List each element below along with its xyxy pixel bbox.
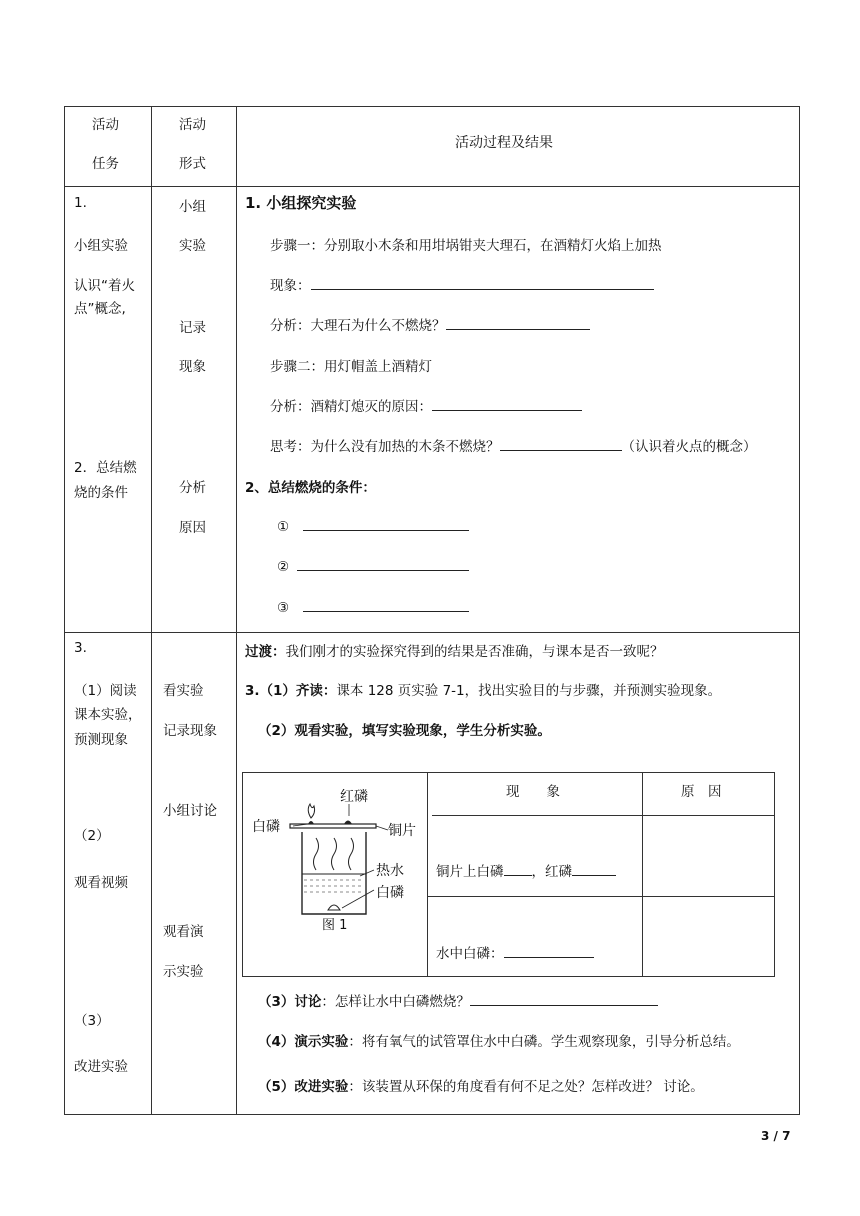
condition-1-marker: ①	[277, 519, 290, 535]
p3-label: 讨论	[294, 994, 322, 1010]
exp-table-mid-line	[427, 896, 775, 897]
condition-3-marker: ③	[277, 600, 290, 616]
analysis1-line	[270, 314, 590, 334]
row2-form-5: 示实验	[163, 964, 204, 980]
p4-prefix: （4）	[258, 1034, 295, 1050]
think-line	[270, 435, 757, 455]
header-form-line2: 形式	[179, 156, 206, 172]
row2-task-p2b: 观看视频	[74, 875, 128, 891]
row2-form-1: 看实验	[163, 683, 204, 699]
row2-task-p2a: （2）	[74, 828, 110, 844]
phenomenon-blank[interactable]	[311, 275, 654, 290]
analysis2-text: 分析：酒精灯熄灭的原因：	[270, 399, 432, 415]
exp-cell-water-text: 水中白磷：	[436, 946, 504, 962]
figure-caption: 图 1	[322, 918, 348, 933]
analysis2-blank[interactable]	[432, 396, 582, 411]
page-number: 3 / 7	[761, 1129, 791, 1143]
analysis1-blank[interactable]	[446, 315, 590, 330]
row1-task-summary1: 2．总结燃	[74, 460, 137, 476]
p1-text: 课本 128 页实验 7-1，找出实验目的与步骤，并预测实验现象。	[336, 683, 722, 699]
figure-label-white-p: 白磷	[252, 819, 280, 835]
p2-line: （2）观看实验，填写实验现象，学生分析实验。	[258, 723, 551, 739]
condition-1-line	[277, 516, 469, 535]
transition-label: 过渡：	[245, 644, 286, 660]
row2-task-num: 3.	[74, 640, 87, 656]
header-task-line2: 任务	[92, 156, 119, 172]
row1-form-5: 分析	[179, 480, 206, 496]
condition-1-blank[interactable]	[303, 516, 469, 531]
header-form-line1: 活动	[179, 117, 206, 133]
section-title-1: 1. 小组探究实验	[245, 194, 357, 212]
row2-form-4: 观看演	[163, 924, 204, 940]
row1-task-summary2: 烧的条件	[74, 485, 128, 501]
exp-cell-copper-text: 铜片上白磷	[436, 864, 504, 880]
condition-2-marker: ②	[277, 559, 290, 575]
summary-title: 2、总结燃烧的条件：	[245, 480, 376, 496]
p1-label: 齐读：	[295, 683, 337, 699]
exp-table-head-phenomenon: 现 象	[506, 784, 560, 800]
think-text: 思考：为什么没有加热的木条不燃烧？	[270, 439, 500, 455]
condition-3-line	[277, 597, 469, 616]
row1-task-line2: 认识“着火	[74, 278, 135, 294]
figure-label-copper: 铜片	[388, 823, 416, 839]
step2-text: 步骤二：用灯帽盖上酒精灯	[270, 359, 432, 375]
row1-task-num: 1.	[74, 195, 87, 211]
p4-text: ：将有氧气的试管罩住水中白磷。学生观察现象，引导分析总结。	[348, 1034, 740, 1050]
analysis1-text: 分析：大理石为什么不燃烧？	[270, 318, 446, 334]
think-blank[interactable]	[500, 436, 622, 451]
row1-form-6: 原因	[179, 520, 206, 536]
condition-2-blank[interactable]	[297, 556, 469, 571]
phenomenon-line	[270, 274, 654, 294]
exp-table-header-line	[432, 815, 775, 816]
red-p-blank[interactable]	[572, 861, 616, 876]
header-task-line1: 活动	[92, 117, 119, 133]
row2-form-3: 小组讨论	[163, 803, 217, 819]
p1-prefix: 3.（1）	[245, 683, 296, 699]
exp-table-col-1	[427, 772, 428, 977]
p4-label: 演示实验	[294, 1034, 349, 1050]
row2-form-2: 记录现象	[163, 723, 217, 739]
exp-cell-water	[436, 942, 594, 962]
p3-blank[interactable]	[470, 991, 658, 1006]
row1-task-line3: 点”概念,	[74, 301, 126, 317]
think-note: （认识着火点的概念）	[621, 439, 757, 455]
condition-2-line	[277, 556, 469, 575]
table-border-row	[64, 632, 800, 633]
figure-label-red-p: 红磷	[340, 789, 368, 805]
transition-text: 我们刚才的实验探究得到的结果是否准确，与课本是否一致呢？	[285, 644, 664, 660]
table-col-divider-1	[151, 106, 152, 1115]
p3-line	[258, 990, 658, 1010]
p4-line	[258, 1030, 740, 1050]
transition-line	[245, 640, 664, 660]
p5-line	[258, 1075, 704, 1095]
exp-table-col-2	[642, 772, 643, 977]
table-border-bottom	[64, 1114, 800, 1115]
analysis2-line	[270, 395, 582, 415]
row2-task-p1c: 预测现象	[74, 732, 128, 748]
p5-text: ：该装置从环保的角度看有何不足之处？怎样改进？ 讨论。	[348, 1079, 704, 1095]
condition-3-blank[interactable]	[303, 597, 469, 612]
p5-prefix: （5）	[258, 1079, 295, 1095]
figure-1-apparatus	[250, 780, 425, 940]
row1-form-4: 现象	[179, 359, 206, 375]
table-border-left	[64, 106, 65, 1115]
exp-cell-red-text: ，红磷	[531, 864, 572, 880]
row1-form-2: 实验	[179, 238, 206, 254]
row1-task-line1: 小组实验	[74, 238, 128, 254]
water-p-blank[interactable]	[504, 943, 594, 958]
row2-task-p3a: （3）	[74, 1013, 110, 1029]
figure-label-hot-water: 热水	[376, 863, 404, 879]
p1-line	[245, 679, 721, 699]
p5-label: 改进实验	[294, 1079, 349, 1095]
row2-task-p1a: （1）阅读	[74, 683, 137, 699]
table-border-top	[64, 106, 800, 107]
header-process: 活动过程及结果	[455, 135, 553, 151]
table-col-divider-2	[236, 106, 237, 1115]
white-p-blank[interactable]	[504, 861, 532, 876]
exp-cell-copper	[436, 860, 616, 880]
step1-text: 步骤一：分别取小木条和用坩埚钳夹大理石，在酒精灯火焰上加热	[270, 238, 662, 254]
p3-prefix: （3）	[258, 994, 295, 1010]
row2-task-p1b: 课本实验，	[74, 707, 142, 723]
table-border-right	[799, 106, 800, 1115]
p3-text: ：怎样让水中白磷燃烧？	[321, 994, 470, 1010]
phenomenon-label: 现象：	[270, 278, 311, 294]
exp-table-head-reason: 原 因	[681, 784, 722, 800]
row1-form-3: 记录	[179, 320, 206, 336]
figure-label-white-p-water: 白磷	[376, 885, 404, 901]
table-border-header	[64, 186, 800, 187]
row2-task-p3b: 改进实验	[74, 1059, 128, 1075]
row1-form-1: 小组	[179, 199, 206, 215]
